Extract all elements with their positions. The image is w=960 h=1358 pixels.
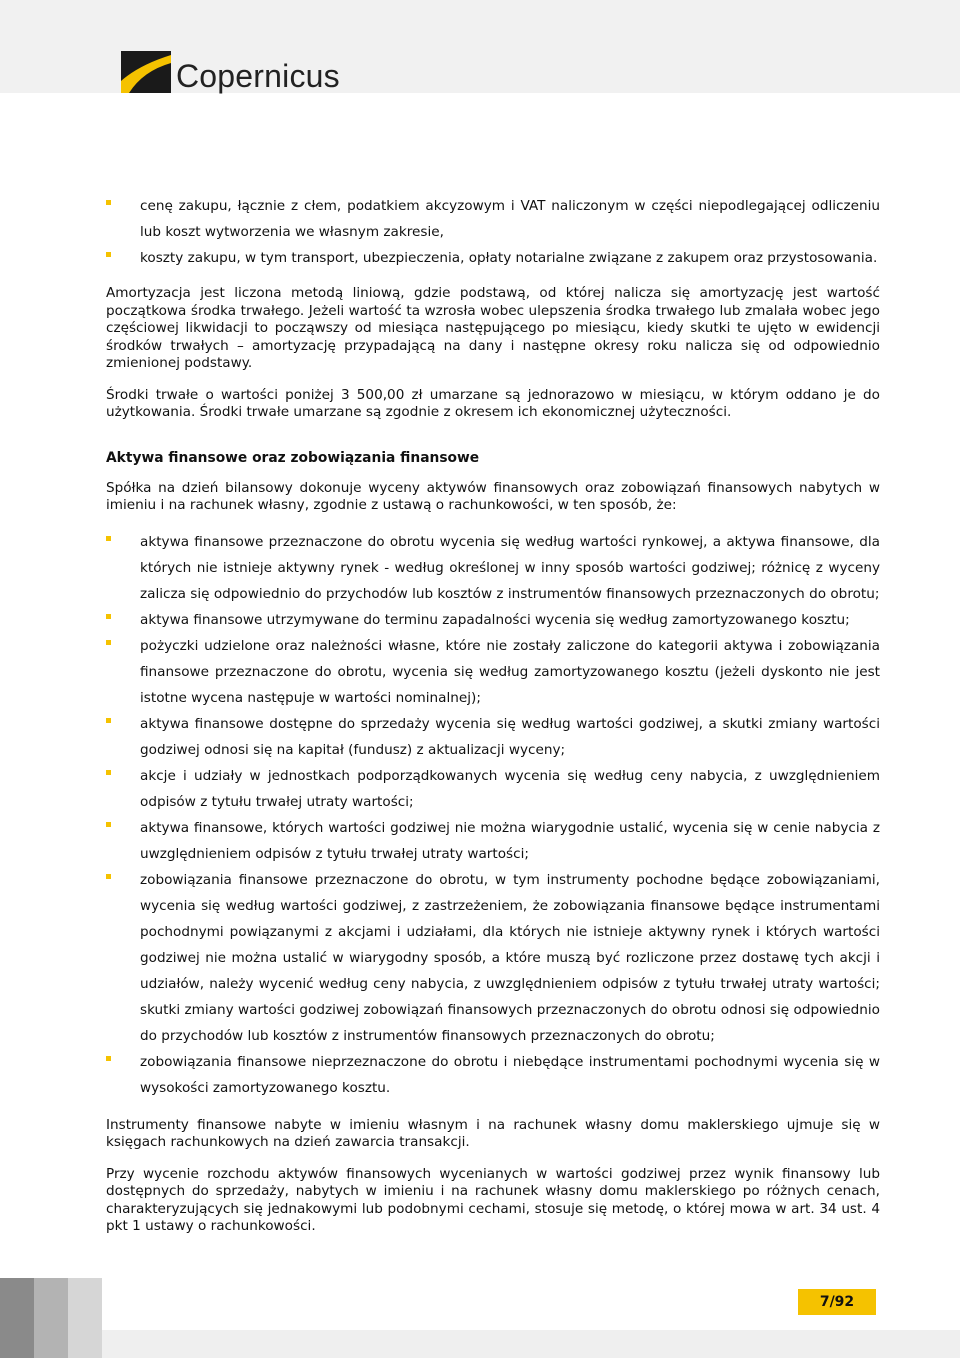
- cost-components-list: [106, 193, 880, 271]
- paragraph: Instrumenty finansowe nabyte w imieniu własnym i na rachunek własny domu maklerskiego ujmuje się w księgach rachunkowych na dzień zawarcia transakcji.: [106, 1116, 880, 1150]
- copernicus-logo-mark-icon: [121, 51, 171, 93]
- paragraph: Amortyzacja jest liczona metodą liniową, gdzie podstawą, od której nalicza się amortyzację jest wartość początkowa środka trwałego. Jeżeli wartość ta wzrosła wobec ulepszenia środka trwałego lub zmalała wobec jego częściowej likwidacji to począwszy od miesiąca następującego po miesiącu, kiedy skutki te ujęto w ewidencji środków trwałych – amortyzację przypadającą na dany i następne okresy roku nalicza się od odpowiednio zmienionej podstawy.: [106, 285, 880, 371]
- section-intro: Spółka na dzień bilansowy dokonuje wyceny aktywów finansowych oraz zobowiązań finansowych nabytych w imieniu i na rachunek własny, zgodnie z ustawą o rachunkowości, w ten sposób, że:: [106, 479, 880, 513]
- page-number-badge: 7/92: [798, 1289, 876, 1315]
- list-item: pożyczki udzielone oraz należności własne, które nie zostały zaliczone do kategorii aktywa i zobowiązania finansowe przeznaczone do obrotu, wycenia się według zamortyzowanego kosztu (jeżeli dyskonto nie jest istotne wycena następuje w wartości nominalnej);: [106, 633, 880, 711]
- list-item: aktywa finansowe dostępne do sprzedaży wycenia się według wartości godziwej, a skutki zmiany wartości godziwej odnosi się na kapitał (fundusz) z aktualizacji wyceny;: [106, 711, 880, 763]
- valuation-rules-list: [106, 529, 880, 1101]
- list-item: akcje i udziały w jednostkach podporządkowanych wycenia się według ceny nabycia, z uwzględnieniem odpisów z tytułu trwałej utraty wartości;: [106, 763, 880, 815]
- list-item: aktywa finansowe przeznaczone do obrotu wycenia się według wartości rynkowej, a aktywa finansowe, dla których nie istnieje aktywny rynek - według określonej w inny sposób wartości godziwej; różnicę z wyceny zalicza się odpowiednio do przychodów lub kosztów z instrumentów finansowych przeznaczonych do obrotu;: [106, 529, 880, 607]
- paragraph: Środki trwałe o wartości poniżej 3 500,00 zł umarzane są jednorazowo w miesiącu, w którym oddano je do użytkowania. Środki trwałe umarzane są zgodnie z okresem ich ekonomicznej użyteczności.: [106, 386, 880, 420]
- list-item: zobowiązania finansowe nieprzeznaczone do obrotu i niebędące instrumentami pochodnymi wycenia się w wysokości zamortyzowanego kosztu.: [106, 1049, 880, 1101]
- footer-decoration: [0, 1278, 102, 1358]
- company-logo: [121, 45, 340, 93]
- list-item: aktywa finansowe utrzymywane do terminu zapadalności wycenia się według zamortyzowanego kosztu;: [106, 607, 880, 633]
- list-item: koszty zakupu, w tym transport, ubezpieczenia, opłaty notarialne związane z zakupem oraz przystosowania.: [106, 245, 880, 271]
- list-item: cenę zakupu, łącznie z cłem, podatkiem akcyzowym i VAT naliczonym w części niepodlegającej odliczeniu lub koszt wytworzenia we własnym zakresie,: [106, 193, 880, 245]
- logo-text: Copernicus: [176, 58, 340, 94]
- document-body: [106, 193, 880, 1250]
- list-item: zobowiązania finansowe przeznaczone do obrotu, w tym instrumenty pochodne będące zobowiązaniami, wycenia się według wartości godziwej, z zastrzeżeniem, że zobowiązania finansowe będące instrumentami pochodnymi powiązanymi z akcjami i udziałami, dla których nie istnieje aktywny rynek i których wartości godziwej nie można ustalić w wiarygodny sposób, a które muszą być rozliczone przez dostawę tych akcji i udziałów, należy wycenić według ceny nabycia, z uwzględnieniem odpisów z tytułu trwałej utraty wartości; skutki zmiany wartości godziwej zobowiązań finansowych przeznaczonych do obrotu odnosi się odpowiednio do przychodów lub kosztów z instrumentów finansowych przeznaczonych do obrotu;: [106, 867, 880, 1049]
- footer-strip: [0, 1330, 960, 1358]
- list-item: aktywa finansowe, których wartości godziwej nie można wiarygodnie ustalić, wycenia się w cenie nabycia z uwzględnieniem odpisów z tytułu trwałej utraty wartości;: [106, 815, 880, 867]
- paragraph: Przy wycenie rozchodu aktywów finansowych wycenianych w wartości godziwej przez wynik finansowy lub dostępnych do sprzedaży, nabytych w imieniu i na rachunek własny domu maklerskiego po różnych cenach, charakteryzujących się jednakowymi lub podobnymi cechami, stosuje się metodę, o której mowa w art. 34 ust. 4 pkt 1 ustawy o rachunkowości.: [106, 1165, 880, 1234]
- section-title: Aktywa finansowe oraz zobowiązania finansowe: [106, 449, 480, 466]
